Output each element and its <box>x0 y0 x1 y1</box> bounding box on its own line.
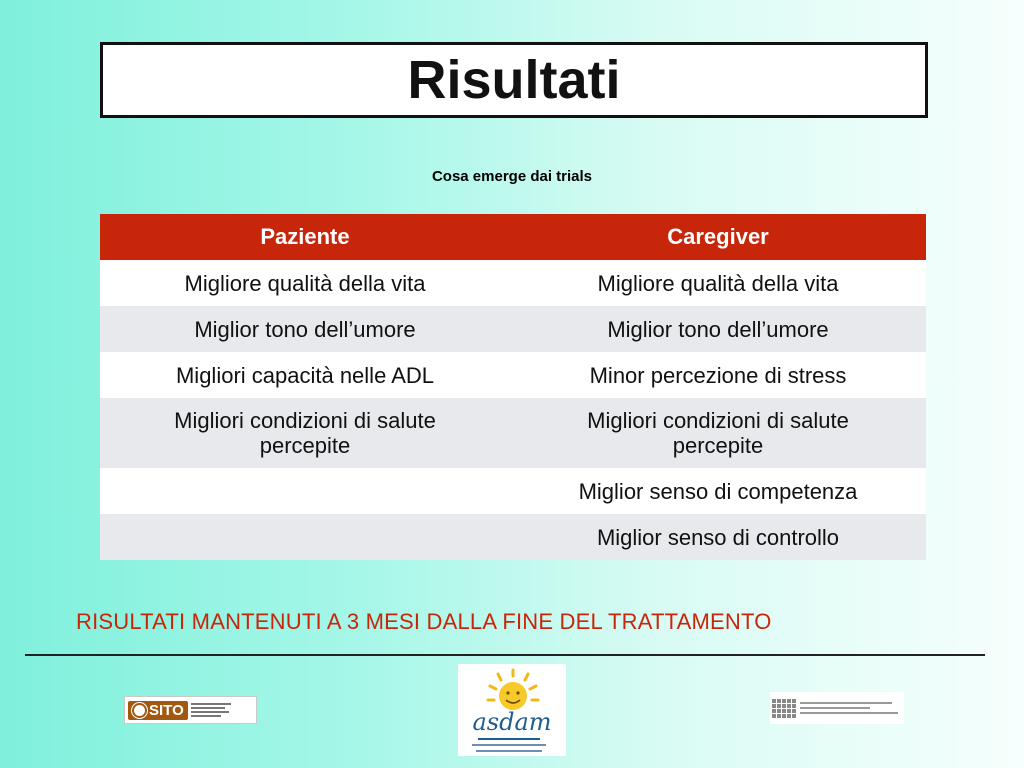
sito-logo <box>124 696 257 724</box>
regione-logo-caption <box>800 702 898 714</box>
caregiver-cell: Minor percezione di stress <box>510 352 926 398</box>
caregiver-cell: Miglior senso di competenza <box>510 468 926 514</box>
table-row <box>100 352 926 398</box>
paziente-cell-text: Migliori condizioni di salute percepite <box>174 408 436 458</box>
header-caregiver: Caregiver <box>510 214 926 260</box>
caregiver-cell: Migliore qualità della vita <box>510 260 926 306</box>
sito-logo-text: SITO <box>149 701 184 719</box>
slide-subtitle: Cosa emerge dai trials <box>431 168 593 185</box>
caregiver-cell: Miglior tono dell’umore <box>510 306 926 352</box>
paziente-cell <box>100 398 510 468</box>
paziente-cell <box>100 514 510 560</box>
header-paziente: Paziente <box>100 214 510 260</box>
paziente-cell: Migliore qualità della vita <box>100 260 510 306</box>
asdam-logo <box>458 664 566 756</box>
divider-line <box>25 654 985 656</box>
regione-grid-icon <box>772 699 796 718</box>
paziente-cell <box>100 468 510 514</box>
sito-logo-caption <box>191 703 231 717</box>
table-row <box>100 260 926 306</box>
table-row <box>100 514 926 560</box>
footer-note: RISULTATI MANTENUTI A 3 MESI DALLA FINE DEL TRATTAMENTO <box>76 609 772 634</box>
sito-circle-icon <box>132 703 147 718</box>
table-row <box>100 468 926 514</box>
title-box <box>100 42 928 118</box>
asdam-logo-text: asdam <box>472 708 552 736</box>
caregiver-cell: Miglior senso di controllo <box>510 514 926 560</box>
asdam-sun-icon <box>458 664 566 756</box>
regione-logo <box>770 692 904 724</box>
paziente-cell: Miglior tono dell’umore <box>100 306 510 352</box>
table-header-row <box>100 214 926 260</box>
sito-logo-mark <box>128 701 188 720</box>
caregiver-cell-text: Migliori condizioni di salute percepite <box>587 408 849 458</box>
paziente-cell: Migliori capacità nelle ADL <box>100 352 510 398</box>
slide-title: Risultati <box>407 50 621 110</box>
results-table <box>100 214 926 560</box>
table-row <box>100 398 926 468</box>
caregiver-cell <box>510 398 926 468</box>
table-row <box>100 306 926 352</box>
